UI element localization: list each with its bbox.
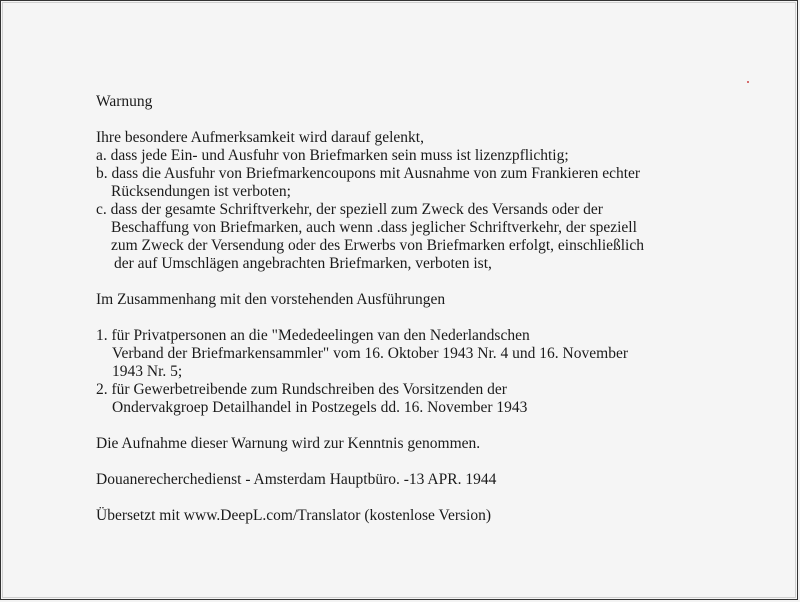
numbered-item-1-line-1: 1. für Privatpersonen an die "Mededeelingen van den Nederlandschen (96, 327, 530, 344)
list-item-b-line-2: Rücksendungen ist verboten; (111, 183, 291, 200)
list-item-b-line-1: b. dass die Ausfuhr von Briefmarkencoupons mit Ausnahme von zum Frankieren echter (96, 165, 641, 182)
numbered-item-2-line-2: Ondervakgroep Detailhandel in Postzegels dd. 16. November 1943 (112, 399, 528, 416)
numbered-item-1-line-2: Verband der Briefmarkensammler" vom 16. Oktober 1943 Nr. 4 und 16. November (112, 345, 628, 362)
document-body (96, 93, 766, 525)
intro-line: Ihre besondere Aufmerksamkeit wird darauf gelenkt, (96, 129, 424, 146)
list-item-c-line-2: Beschaffung von Briefmarken, auch wenn .dass jeglicher Schriftverkehr, der speziell (111, 219, 637, 236)
translation-note: Übersetzt mit www.DeepL.com/Translator (kostenlose Version) (96, 507, 492, 524)
acknowledgement-line: Die Aufnahme dieser Warnung wird zur Kenntnis genommen. (96, 435, 481, 452)
list-item-c-line-3: zum Zweck der Versendung oder des Erwerbs von Briefmarken erfolgt, einschließlich (111, 237, 644, 254)
context-line: Im Zusammenhang mit den vorstehenden Ausführungen (96, 291, 446, 308)
list-item-a: a. dass jede Ein- und Ausfuhr von Briefmarken sein muss ist lizenzpflichtig; (96, 147, 569, 164)
numbered-item-2-line-1: 2. für Gewerbetreibende zum Rundschreiben des Vorsitzenden der (96, 381, 507, 398)
paper-speck (747, 81, 750, 84)
list-item-c-line-4: der auf Umschlägen angebrachten Briefmarken, verboten ist, (114, 255, 492, 272)
signature-line: Douanerecherchedienst - Amsterdam Hauptbüro. -13 APR. 1944 (96, 471, 497, 488)
numbered-item-1-line-3: 1943 Nr. 5; (112, 363, 183, 380)
list-item-c-line-1: c. dass der gesamte Schriftverkehr, der speziell zum Zweck des Versands oder der (96, 201, 603, 218)
document-heading: Warnung (96, 93, 153, 110)
